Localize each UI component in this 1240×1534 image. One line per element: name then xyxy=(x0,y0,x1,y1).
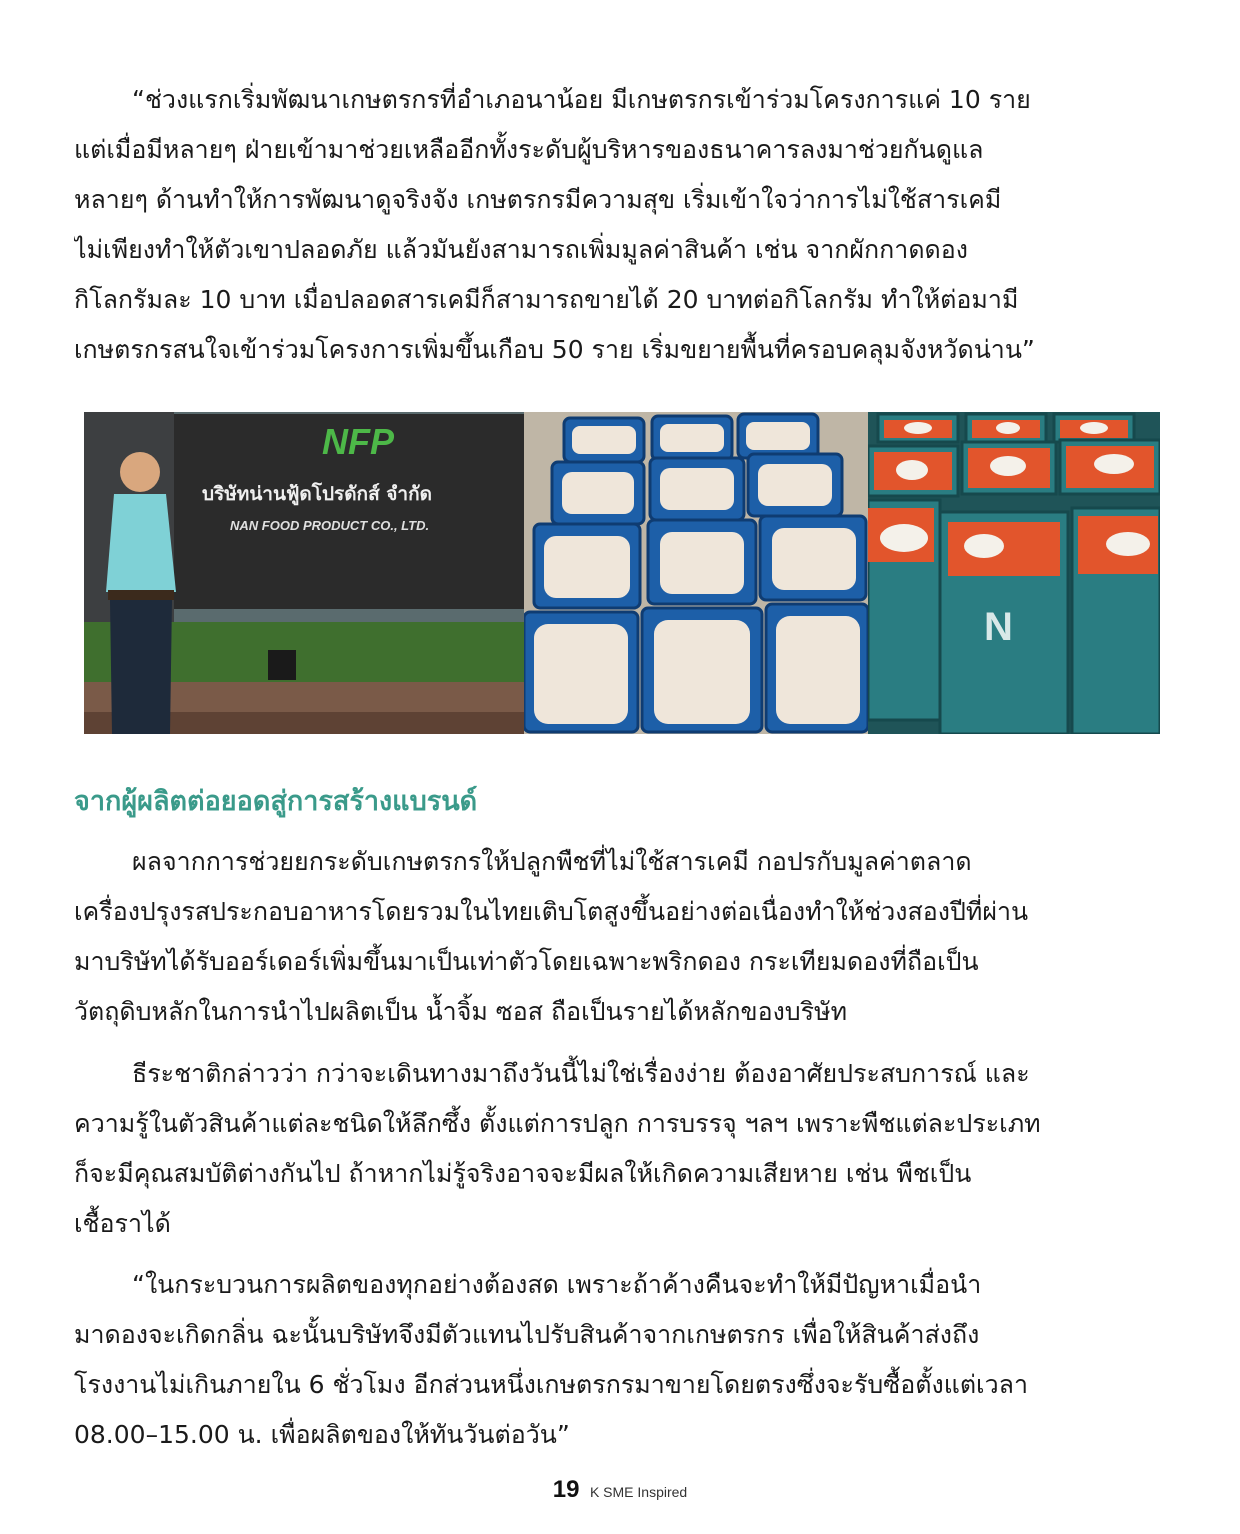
photo-chili-bins xyxy=(868,412,1160,734)
page-footer xyxy=(0,1476,1240,1504)
text-line: ก็จะมีคุณสมบัติต่างกันไป ถ้าหากไม่รู้จริงอาจจะมีผลให้เกิดความเสียหาย เช่น พืชเป็น xyxy=(74,1159,972,1188)
quote-paragraph-4 xyxy=(74,1260,1166,1460)
sign-english-name: NAN FOOD PRODUCT CO., LTD. xyxy=(230,518,430,533)
text-line: ความรู้ในตัวสินค้าแต่ละชนิดให้ลึกซึ้ง ตั้งแต่การปลูก การบรรจุ ฯลฯ เพราะพืชแต่ละประเภท xyxy=(74,1109,1041,1138)
paragraph-2 xyxy=(74,837,1166,1037)
bin-letter: N xyxy=(984,605,1013,649)
quote-paragraph-1 xyxy=(74,75,1166,375)
text-line: มาบริษัทได้รับออร์เดอร์เพิ่มขึ้นมาเป็นเท่าตัวโดยเฉพาะพริกดอง กระเทียมดองที่ถือเป็น xyxy=(74,947,979,976)
text-line: วัตถุดิบหลักในการนำไปผลิตเป็น น้ำจิ้ม ซอส ถือเป็นรายได้หลักของบริษัท xyxy=(74,997,848,1026)
text-line: โรงงานไม่เกินภายใน 6 ชั่วโมง อีกส่วนหนึ่งเกษตรกรมาขายโดยตรงซึ่งจะรับซื้อตั้งแต่เวลา xyxy=(74,1370,1028,1399)
photo-strip xyxy=(84,412,1160,734)
text-line: ธีระชาติกล่าวว่า กว่าจะเดินทางมาถึงวันนี้ไม่ใช่เรื่องง่าย ต้องอาศัยประสบการณ์ และ xyxy=(132,1059,1030,1088)
garlic-baskets-illustration xyxy=(524,412,868,734)
text-line: เกษตรกรสนใจเข้าร่วมโครงการเพิ่มขึ้นเกือบ 50 ราย เริ่มขยายพื้นที่ครอบคลุมจังหวัดน่าน” xyxy=(74,335,1035,364)
text-line: เครื่องปรุงรสประกอบอาหารโดยรวมในไทยเติบโตสูงขึ้นอย่างต่อเนื่องทำให้ช่วงสองปีที่ผ่าน xyxy=(74,897,1029,926)
sign-thai-name: บริษัทน่านฟู้ดโปรดักส์ จำกัด xyxy=(202,483,432,505)
text-line: มาดองจะเกิดกลิ่น ฉะนั้นบริษัทจึงมีตัวแทนไปรับสินค้าจากเกษตรกร เพื่อให้สินค้าส่งถึง xyxy=(74,1320,980,1349)
text-line: “ในกระบวนการผลิตของทุกอย่างต้องสด เพราะถ้าค้างคืนจะทำให้มีปัญหาเมื่อนำ xyxy=(132,1270,982,1299)
text-line: กิโลกรัมละ 10 บาท เมื่อปลอดสารเคมีก็สามารถขายได้ 20 บาทต่อกิโลกรัม ทำให้ต่อมามี xyxy=(74,285,1019,314)
page-number: 19 xyxy=(552,1476,580,1503)
text-line: ไม่เพียงทำให้ตัวเขาปลอดภัย แล้วมันยังสามารถเพิ่มมูลค่าสินค้า เช่น จากผักกาดดอง xyxy=(74,235,969,264)
photo-company-sign xyxy=(84,412,524,734)
text-line: “ช่วงแรกเริ่มพัฒนาเกษตรกรที่อำเภอนาน้อย มีเกษตรกรเข้าร่วมโครงการแค่ 10 ราย xyxy=(132,85,1031,114)
text-line: เชื้อราได้ xyxy=(74,1209,171,1238)
nfp-logo: NFP xyxy=(322,421,394,462)
photo-garlic-baskets xyxy=(524,412,868,734)
text-line: 08.00–15.00 น. เพื่อผลิตของให้ทันวันต่อวัน” xyxy=(74,1420,570,1449)
text-line: หลายๆ ด้านทำให้การพัฒนาดูจริงจัง เกษตรกรมีความสุข เริ่มเข้าใจว่าการไม่ใช้สารเคมี xyxy=(74,185,1002,214)
chili-bins-illustration xyxy=(868,412,1160,734)
text-line: แต่เมื่อมีหลายๆ ฝ่ายเข้ามาช่วยเหลืออีกทั้งระดับผู้บริหารของธนาคารลงมาช่วยกันดูแล xyxy=(74,135,984,164)
text-line: ผลจากการช่วยยกระดับเกษตรกรให้ปลูกพืชที่ไม่ใช้สารเคมี กอปรกับมูลค่าตลาด xyxy=(132,847,972,876)
section-heading: จากผู้ผลิตต่อยอดสู่การสร้างแบรนด์ xyxy=(74,786,478,817)
paragraph-3 xyxy=(74,1049,1166,1249)
publication-name: K SME Inspired xyxy=(589,1484,688,1500)
